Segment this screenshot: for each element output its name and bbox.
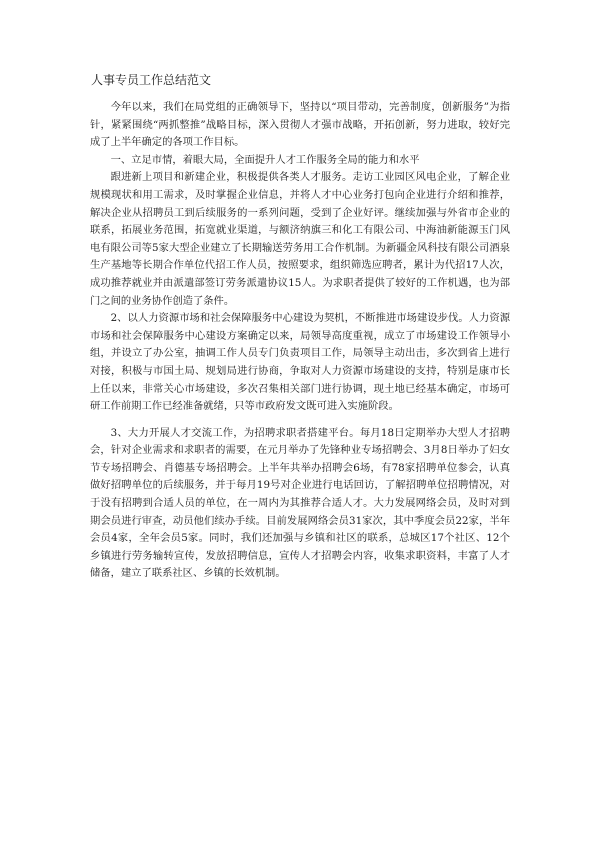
paragraph-intro: 今年以来，我们在局党组的正确领导下，坚持以“项目带动，完善制度，创新服务”为指针，紧紧围绕“两抓整推”战略目标，深入贯彻人才强市战略，开拓创新，努力进取，较好完成了上半年确定的各项工作目标。 bbox=[90, 101, 510, 149]
paragraph-item-2: 2、以人力资源市场和社会保障服务中心建设为契机，不断推进市场建设步伐。人力资源市场和社会保障服务中心建设方案确定以来，局领导高度重视，成立了市场建设工作领导小组，并设立了办公室，抽调工作人员专门负责项目工作，局领导主动出击，多次到省上进行对接，积极与市国土局、规划局进行协商，争取对人力资源市场建设的支持，特别是康市长上任以来，非常关心市场建设，多次召集相关部门进行协调，现土地已经基本确定，市场可研工作前期工作已经准备就绪，只等市政府发文既可进入实施阶段。 bbox=[90, 312, 510, 413]
paragraph-item-1: 跟进新上项目和新建企业，积极提供各类人才服务。走访工业园区风电企业，了解企业规模现状和用工需求，及时掌握企业信息，并将人才中心业务打包向企业进行介绍和推荐，解决企业从招聘员工到后续服务的一系列问题，受到了企业好评。继续加强与外省市企业的联系，拓展业务范围，拓宽就业渠道，与额济纳旗三和化工有限公司、中海油新能源玉门风电有限公司等5家大型企业建立了长期输送劳务用工合作机制。为新疆金风科技有限公司酒泉生产基地等长期合作单位代招工作人员，按照要求，组织筛选应聘者，累计为代招17人次，成功推荐就业并由派遣部签订劳务派遣协议15人。为求职者提供了较好的工作机遇，也为部门之间的业务协作创造了条件。 bbox=[90, 171, 510, 307]
document-body bbox=[90, 99, 510, 583]
document-title: 人事专员工作总结范文 bbox=[91, 73, 212, 87]
section-heading: 一、立足市情，着眼大局，全面提升人才工作服务全局的能力和水平 bbox=[110, 153, 420, 166]
paragraph-item-3: 3、大力开展人才交流工作，为招聘求职者搭建平台。每月18日定期举办大型人才招聘会，针对企业需求和求职者的需要，在元月举办了先锋种业专场招聘会、3月8日举办了妇女节专场招聘会、肖德基专场招聘会。上半年共举办招聘会6场，有78家招聘单位参会，认真做好招聘单位的后续服务，并于每月19号对企业进行电话回访，了解招聘单位招聘情况，对于没有招聘到合适人员的单位，在一周内为其推荐合适人才。大力发展网络会员，及时对到期会员进行审查，动员他们续办手续。目前发展网络会员31家次，其中季度会员22家，半年会员4家，全年会员5家。同时，我们还加强与乡镇和社区的联系，总城区17个社区、12个乡镇进行劳务输转宣传，发放招聘信息，宣传人才招聘会内容，收集求职资料，丰富了人才储备，建立了联系社区、乡镇的长效机制。 bbox=[90, 426, 510, 580]
